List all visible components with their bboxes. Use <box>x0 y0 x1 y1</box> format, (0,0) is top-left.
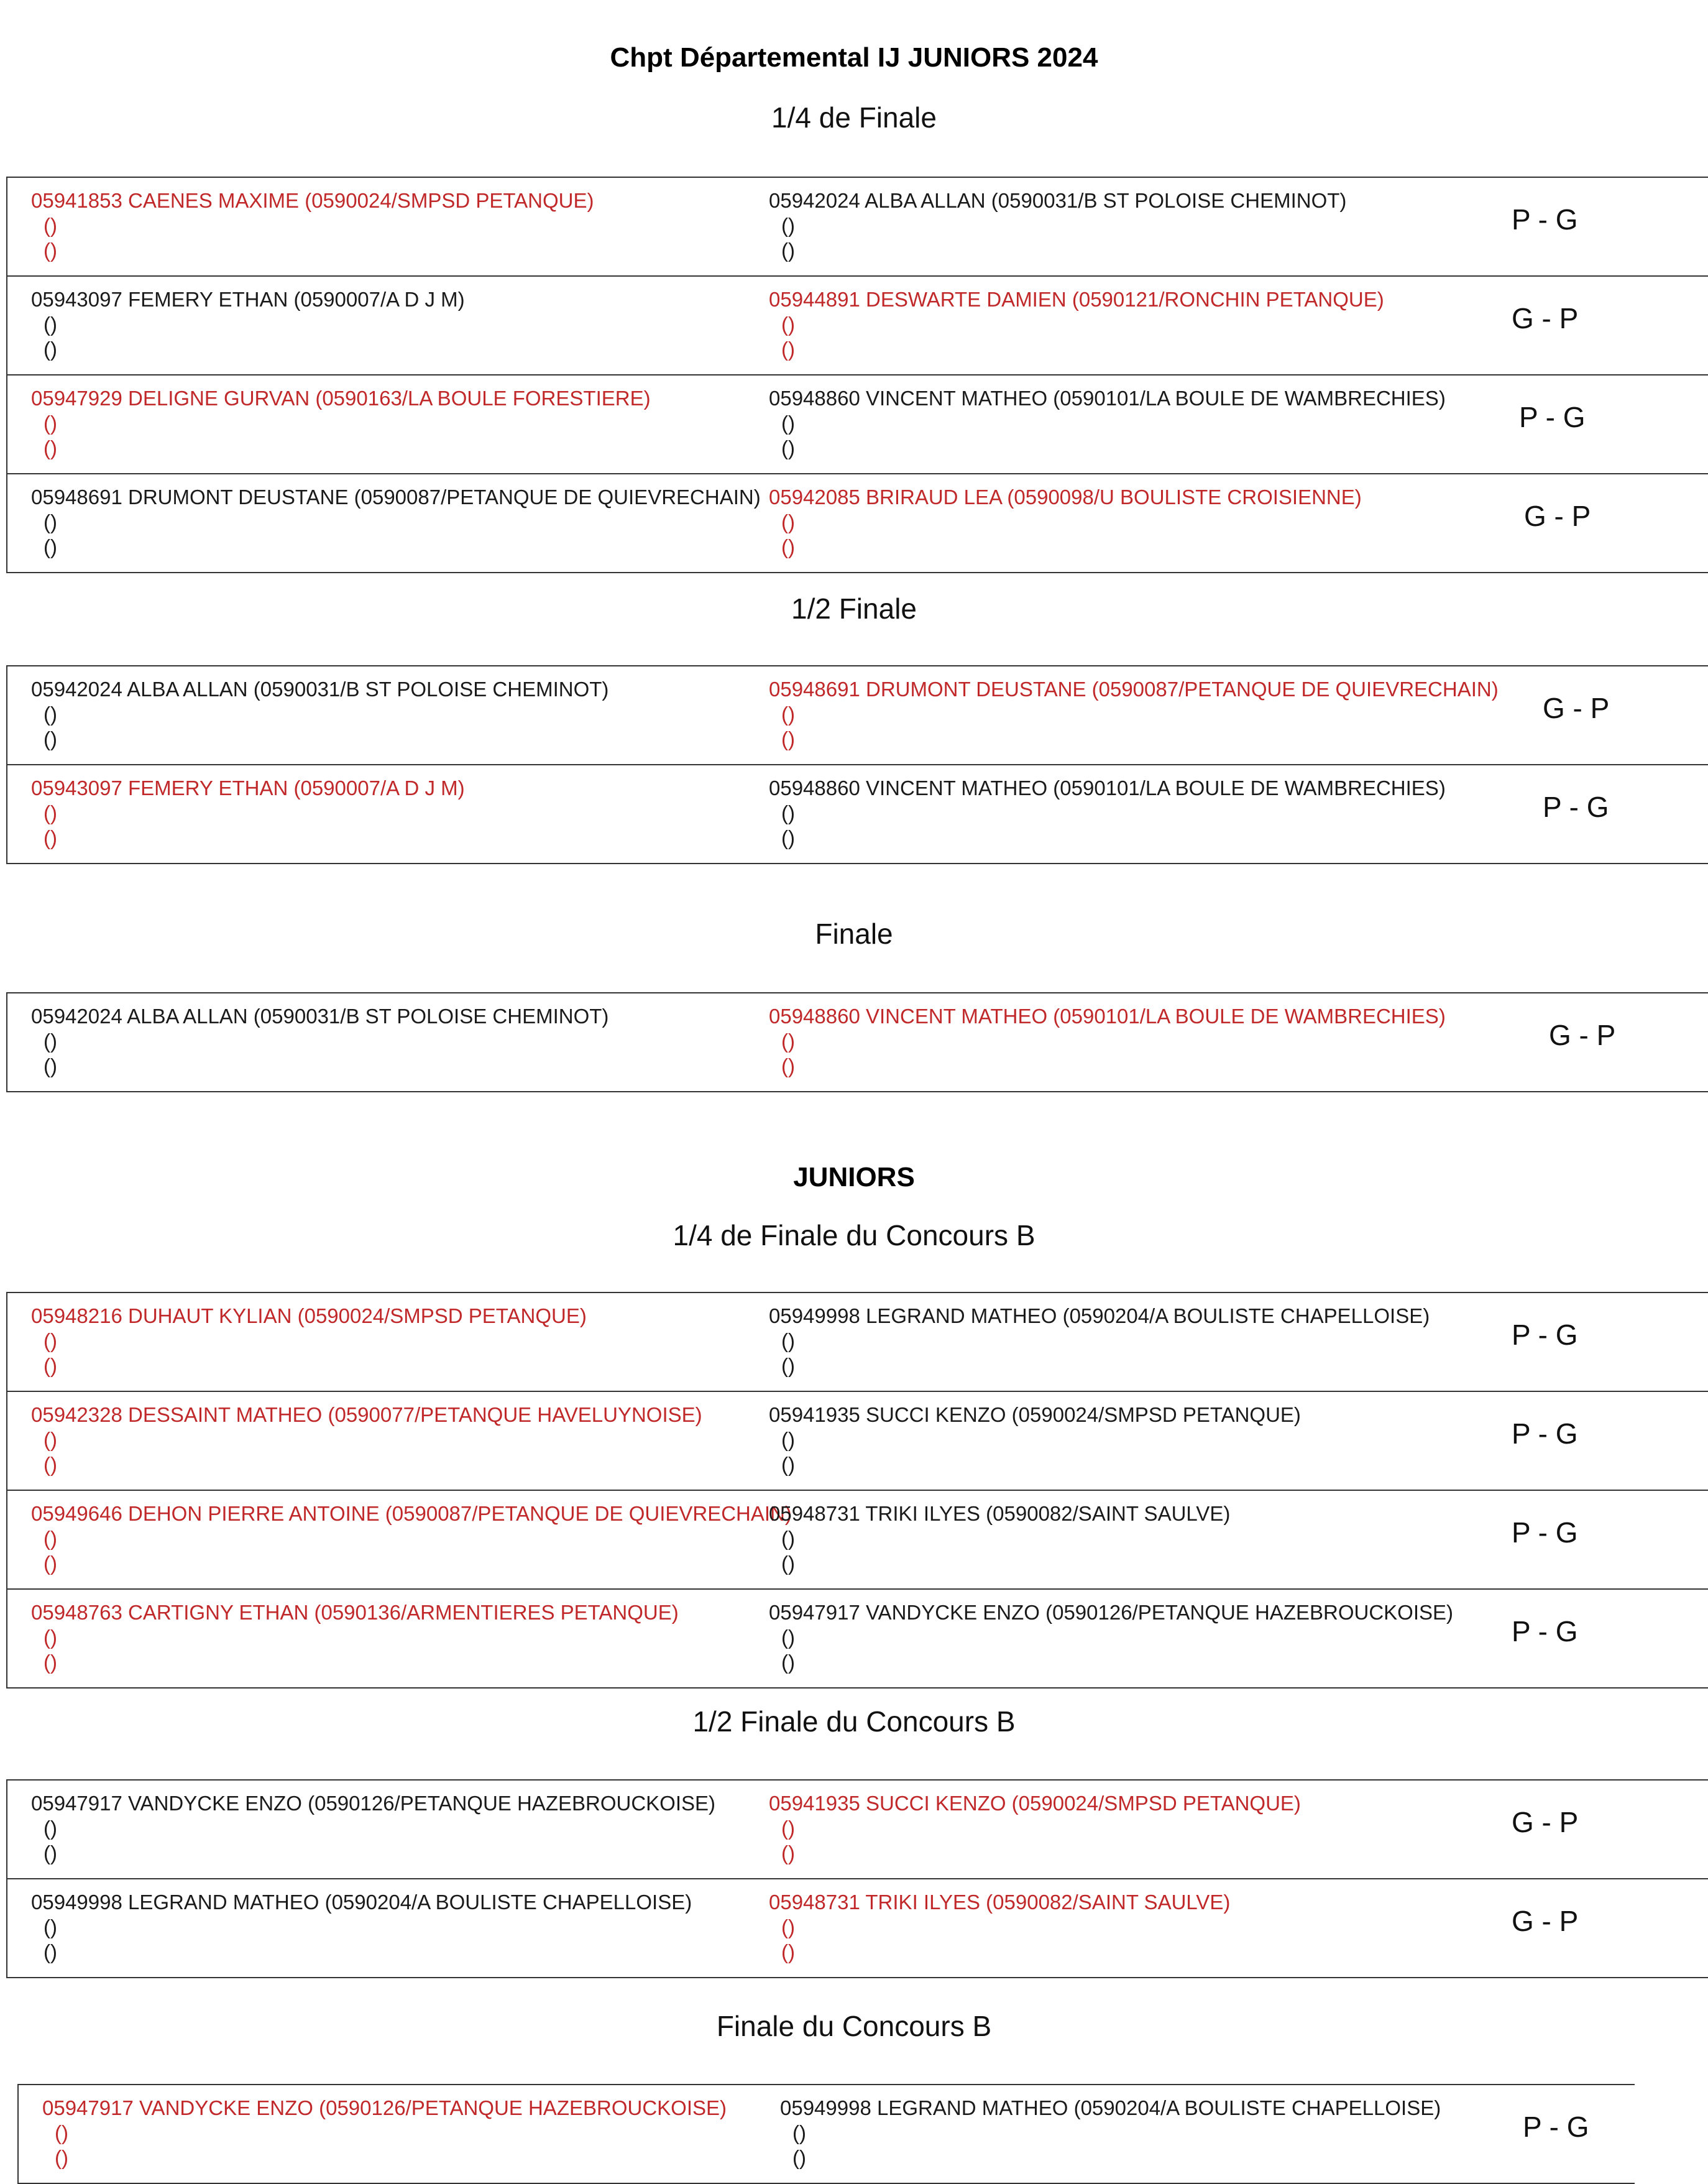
match-row <box>7 1491 1708 1590</box>
player-name: 05948860 VINCENT MATHEO (0590101/LA BOULE DE WAMBRECHIES) <box>769 1005 1446 1028</box>
player-detail: () <box>781 703 795 726</box>
player-name: 05949646 DEHON PIERRE ANTOINE (0590087/PETANQUE DE QUIEVRECHAIN) <box>31 1502 792 1525</box>
player-name: 05948860 VINCENT MATHEO (0590101/LA BOULE DE WAMBRECHIES) <box>769 776 1446 799</box>
player-detail: () <box>44 801 57 824</box>
match-row <box>7 765 1708 864</box>
player-detail: () <box>781 239 795 262</box>
player-detail: () <box>44 1054 57 1077</box>
player-name: 05942024 ALBA ALLAN (0590031/B ST POLOISE CHEMINOT) <box>769 189 1347 212</box>
player-name: 05948860 VINCENT MATHEO (0590101/LA BOULE DE WAMBRECHIES) <box>769 387 1446 410</box>
right-player <box>769 1004 1446 1079</box>
player-name: 05948763 CARTIGNY ETHAN (0590136/ARMENTIERES PETANQUE) <box>31 1601 679 1624</box>
match-result: P - G <box>1543 791 1609 823</box>
left-player <box>31 677 608 752</box>
match-result: P - G <box>1512 1615 1578 1647</box>
player-name: 05947917 VANDYCKE ENZO (0590126/PETANQUE HAZEBROUCKOISE) <box>42 2096 727 2119</box>
player-detail: () <box>781 1915 795 1938</box>
player-name: 05941935 SUCCI KENZO (0590024/SMPSD PETANQUE) <box>769 1792 1301 1815</box>
right-player <box>769 776 1446 850</box>
player-name: 05948731 TRIKI ILYES (0590082/SAINT SAULVE) <box>769 1891 1231 1914</box>
player-detail: () <box>781 826 795 849</box>
player-name: 05947917 VANDYCKE ENZO (0590126/PETANQUE HAZEBROUCKOISE) <box>769 1601 1454 1624</box>
player-detail: () <box>781 1030 795 1053</box>
match-row <box>19 2085 1635 2184</box>
round-heading-quarterfinal: 1/4 de Finale <box>771 101 937 134</box>
player-name: 05947929 DELIGNE GURVAN (0590163/LA BOULE FORESTIERE) <box>31 387 651 410</box>
round-table-quarterfinal-b <box>6 1292 1708 1689</box>
player-detail: () <box>44 1915 57 1938</box>
player-name: 05944891 DESWARTE DAMIEN (0590121/RONCHIN PETANQUE) <box>769 288 1384 311</box>
player-name: 05941853 CAENES MAXIME (0590024/SMPSD PETANQUE) <box>31 189 594 212</box>
right-player <box>769 1890 1230 1965</box>
player-detail: () <box>44 1651 57 1674</box>
player-name: 05947917 VANDYCKE ENZO (0590126/PETANQUE HAZEBROUCKOISE) <box>31 1792 716 1815</box>
player-name: 05948731 TRIKI ILYES (0590082/SAINT SAULVE) <box>769 1502 1231 1525</box>
player-detail: () <box>781 1354 795 1377</box>
match-result: G - P <box>1512 1905 1579 1937</box>
player-detail: () <box>781 1940 795 1963</box>
right-player <box>769 188 1346 263</box>
player-detail: () <box>44 703 57 726</box>
left-player <box>31 386 651 461</box>
match-result: P - G <box>1523 2111 1589 2143</box>
player-name: 05942024 ALBA ALLAN (0590031/B ST POLOISE CHEMINOT) <box>31 1005 609 1028</box>
player-detail: () <box>44 338 57 361</box>
match-result: G - P <box>1543 692 1610 724</box>
player-detail: () <box>44 1841 57 1864</box>
player-detail: () <box>44 313 57 336</box>
player-name: 05948216 DUHAUT KYLIAN (0590024/SMPSD PETANQUE) <box>31 1304 587 1327</box>
left-player <box>31 1304 587 1378</box>
player-name: 05942328 DESSAINT MATHEO (0590077/PETANQUE HAVELUYNOISE) <box>31 1403 702 1426</box>
player-detail: () <box>44 214 57 237</box>
player-detail: () <box>781 510 795 533</box>
player-detail: () <box>781 1453 795 1476</box>
match-row <box>7 1590 1708 1689</box>
player-detail: () <box>781 1527 795 1550</box>
player-detail: () <box>44 1527 57 1550</box>
left-player <box>31 1791 715 1866</box>
match-row <box>7 277 1708 376</box>
player-detail: () <box>44 510 57 533</box>
player-detail: () <box>781 313 795 336</box>
player-detail: () <box>44 1626 57 1649</box>
round-table-quarterfinal <box>6 177 1708 573</box>
player-detail: () <box>781 1428 795 1451</box>
player-detail: () <box>44 1817 57 1840</box>
player-detail: () <box>44 826 57 849</box>
document-title: Chpt Départemental IJ JUNIORS 2024 <box>610 42 1098 73</box>
player-name: 05949998 LEGRAND MATHEO (0590204/A BOULISTE CHAPELLOISE) <box>780 2096 1441 2119</box>
match-row <box>7 1879 1708 1978</box>
left-player <box>31 1600 679 1675</box>
right-player <box>769 1403 1301 1477</box>
match-result: P - G <box>1512 1319 1578 1351</box>
player-detail: () <box>781 1054 795 1077</box>
right-player <box>769 485 1362 560</box>
player-detail: () <box>792 2146 806 2169</box>
right-player <box>769 386 1446 461</box>
player-name: 05948691 DRUMONT DEUSTANE (0590087/PETANQUE DE QUIEVRECHAIN) <box>769 678 1499 701</box>
player-detail: () <box>44 1329 57 1352</box>
left-player <box>31 1403 702 1477</box>
player-detail: () <box>781 338 795 361</box>
player-name: 05948691 DRUMONT DEUSTANE (0590087/PETANQUE DE QUIEVRECHAIN) <box>31 486 761 509</box>
round-heading-semifinal-b: 1/2 Finale du Concours B <box>692 1705 1016 1738</box>
left-player <box>31 1004 608 1079</box>
player-name: 05943097 FEMERY ETHAN (0590007/A D J M) <box>31 288 465 311</box>
player-detail: () <box>44 1428 57 1451</box>
player-detail: () <box>781 436 795 459</box>
player-detail: () <box>781 1552 795 1575</box>
match-row <box>7 993 1708 1092</box>
player-detail: () <box>781 535 795 558</box>
match-result: P - G <box>1512 1417 1578 1450</box>
player-detail: () <box>781 1817 795 1840</box>
round-heading-semifinal: 1/2 Finale <box>791 592 917 625</box>
right-player <box>769 1304 1430 1378</box>
player-name: 05942024 ALBA ALLAN (0590031/B ST POLOISE CHEMINOT) <box>31 678 609 701</box>
right-player <box>780 2096 1441 2170</box>
match-row <box>7 1293 1708 1392</box>
round-table-final <box>6 992 1708 1092</box>
match-result: P - G <box>1512 1516 1578 1549</box>
left-player <box>31 1501 792 1576</box>
section-title: JUNIORS <box>793 1162 915 1192</box>
match-row <box>7 376 1708 474</box>
match-result: P - G <box>1519 401 1586 433</box>
match-result: G - P <box>1524 500 1591 532</box>
match-row <box>7 1781 1708 1879</box>
left-player <box>31 1890 692 1965</box>
player-detail: () <box>44 1030 57 1053</box>
left-player <box>31 485 761 560</box>
match-row <box>7 178 1708 277</box>
player-detail: () <box>781 1651 795 1674</box>
player-detail: () <box>44 1940 57 1963</box>
player-detail: () <box>44 436 57 459</box>
right-player <box>769 287 1384 362</box>
round-heading-final: Finale <box>815 918 893 950</box>
match-row <box>7 1392 1708 1491</box>
left-player <box>42 2096 727 2170</box>
match-result: G - P <box>1549 1019 1616 1051</box>
player-detail: () <box>55 2121 68 2144</box>
match-result: P - G <box>1512 203 1578 236</box>
player-detail: () <box>55 2146 68 2169</box>
match-row <box>7 474 1708 573</box>
player-detail: () <box>781 412 795 435</box>
player-detail: () <box>44 1552 57 1575</box>
player-detail: () <box>44 239 57 262</box>
player-detail: () <box>781 214 795 237</box>
player-detail: () <box>781 1626 795 1649</box>
round-heading-final-b: Finale du Concours B <box>716 2010 992 2042</box>
left-player <box>31 188 594 263</box>
player-name: 05949998 LEGRAND MATHEO (0590204/A BOULISTE CHAPELLOISE) <box>31 1891 692 1914</box>
player-detail: () <box>781 801 795 824</box>
right-player <box>769 677 1499 752</box>
match-result: G - P <box>1512 1806 1579 1838</box>
player-detail: () <box>792 2121 806 2144</box>
match-result: G - P <box>1512 302 1579 334</box>
round-heading-quarterfinal-b: 1/4 de Finale du Concours B <box>673 1219 1035 1251</box>
round-table-semifinal <box>6 665 1708 864</box>
player-name: 05942085 BRIRAUD LEA (0590098/U BOULISTE CROISIENNE) <box>769 486 1362 509</box>
right-player <box>769 1501 1230 1576</box>
player-detail: () <box>44 535 57 558</box>
player-detail: () <box>781 1329 795 1352</box>
player-detail: () <box>44 412 57 435</box>
left-player <box>31 776 465 850</box>
left-player <box>31 287 465 362</box>
match-row <box>7 666 1708 765</box>
player-detail: () <box>44 1453 57 1476</box>
player-name: 05949998 LEGRAND MATHEO (0590204/A BOULISTE CHAPELLOISE) <box>769 1304 1430 1327</box>
player-detail: () <box>44 727 57 750</box>
player-detail: () <box>781 727 795 750</box>
player-name: 05943097 FEMERY ETHAN (0590007/A D J M) <box>31 776 465 799</box>
player-name: 05941935 SUCCI KENZO (0590024/SMPSD PETANQUE) <box>769 1403 1301 1426</box>
player-detail: () <box>44 1354 57 1377</box>
round-table-semifinal-b <box>6 1779 1708 1978</box>
player-detail: () <box>781 1841 795 1864</box>
round-table-final-b <box>17 2084 1635 2184</box>
right-player <box>769 1600 1453 1675</box>
right-player <box>769 1791 1301 1866</box>
